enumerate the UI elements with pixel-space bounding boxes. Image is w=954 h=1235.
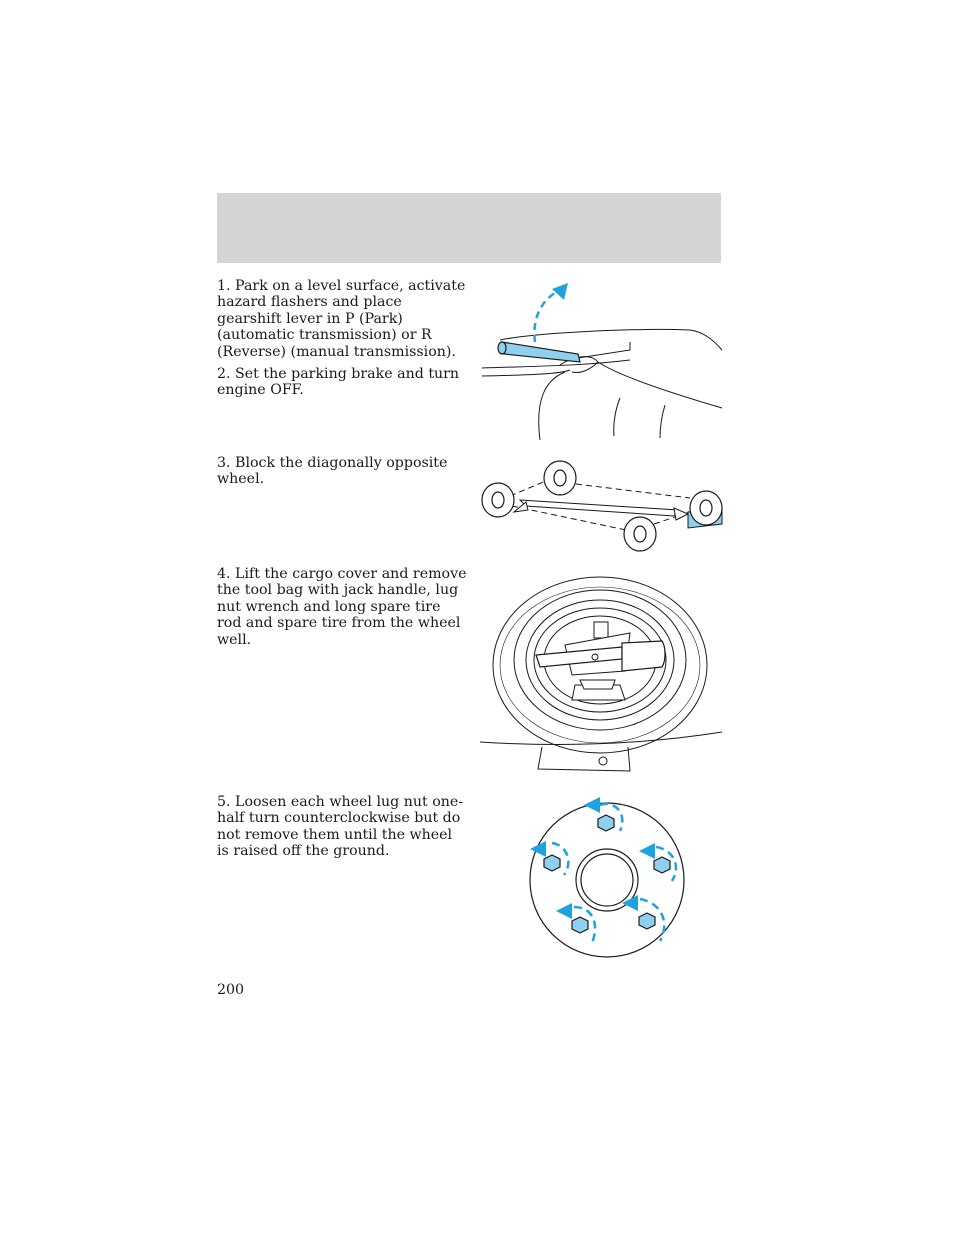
header-band	[217, 193, 721, 263]
step-5-text: 5. Loosen each wheel lug nut one-half turn counterclockwise but do not remove them until the wheel is raised off the ground.	[217, 794, 464, 860]
step-4-text: 4. Lift the cargo cover and remove the tool bag with jack handle, lug nut wrench and long spare tire rod and spare tire from the wheel well.	[217, 566, 467, 648]
page-number: 200	[217, 982, 245, 998]
step-3-text: 3. Block the diagonally opposite wheel.	[217, 455, 448, 488]
lug-nut-loosen-illustration	[522, 795, 692, 961]
step-2-text: 2. Set the parking brake and turn engine OFF.	[217, 366, 460, 399]
step-1-text: 1. Park on a level surface, activate hazard flashers and place gearshift lever in P (Park) (automatic transmission) or R (Reverse) (manual transmission).	[217, 278, 466, 360]
parking-brake-illustration	[480, 280, 722, 442]
wheel-block-illustration	[478, 458, 724, 556]
spare-tire-well-illustration	[480, 575, 722, 775]
